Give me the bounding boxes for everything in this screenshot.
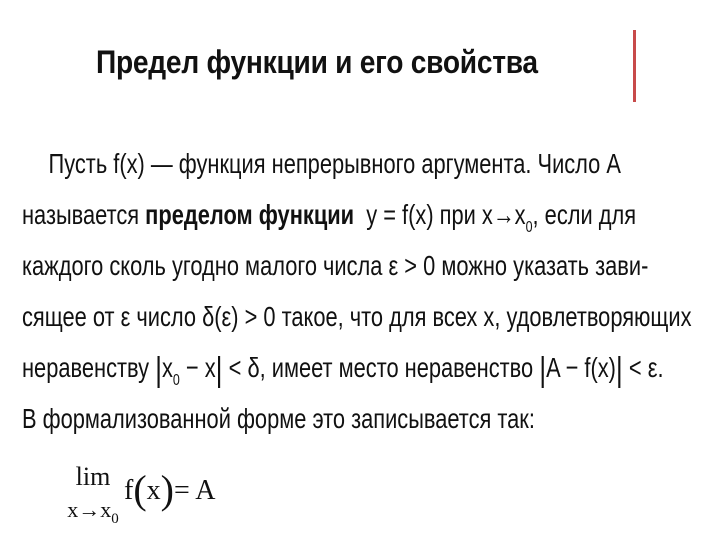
paragraph-line-3: каждого сколь угодно малого числа ε > 0 можно указать зави- bbox=[22, 250, 649, 281]
term-bold: пределом функции bbox=[145, 199, 355, 230]
abs-bar-left-1: | bbox=[155, 351, 162, 389]
line2-subscript: 0 bbox=[525, 219, 533, 236]
line5-minus-x: − x bbox=[179, 352, 216, 383]
abs-bar-right-2: | bbox=[615, 351, 623, 389]
paragraph-line-4: сящее от ε число δ(ε) > 0 такое, что для всех x, удовлетворяющих bbox=[22, 301, 692, 332]
line5-end: < ε. bbox=[622, 352, 664, 383]
right-paren: ) bbox=[160, 467, 174, 512]
lim-word: lim bbox=[75, 462, 111, 491]
lim-approach: x→x bbox=[67, 497, 112, 522]
func-name: f bbox=[124, 475, 134, 506]
abs-bar-right-1: | bbox=[215, 351, 223, 389]
line2-suffix: , если для bbox=[532, 199, 637, 230]
lim-expression bbox=[124, 466, 215, 513]
definition-paragraph bbox=[22, 138, 712, 444]
line2-prefix: называется bbox=[22, 199, 140, 230]
func-rhs: = A bbox=[173, 475, 216, 506]
line5-expr: A − f(x) bbox=[546, 352, 616, 383]
paragraph-line-1: Пусть f(x) — функция непрерывного аргумента. Число A bbox=[48, 148, 621, 179]
title-divider bbox=[633, 30, 636, 102]
line5-subscript: 0 bbox=[172, 372, 180, 389]
lim-operator bbox=[58, 462, 128, 531]
func-arg: x bbox=[146, 475, 161, 506]
lim-subscript bbox=[58, 498, 128, 531]
left-paren: ( bbox=[133, 467, 147, 512]
paragraph-line-6: В формализованной форме это записывается так: bbox=[22, 403, 535, 434]
line2-mid: y = f(x) при x→x bbox=[366, 199, 526, 230]
lim-approach-sub: 0 bbox=[111, 511, 119, 527]
paragraph-line-2 bbox=[22, 189, 637, 240]
abs-bar-left-2: | bbox=[539, 351, 547, 389]
paragraph-line-5 bbox=[22, 342, 664, 393]
line5-middle: < δ, имеет место неравенство bbox=[222, 352, 540, 383]
line5-x: x bbox=[161, 352, 173, 383]
page-title: Предел функции и его свойства bbox=[96, 44, 538, 80]
line5-prefix: неравенству bbox=[22, 352, 150, 383]
